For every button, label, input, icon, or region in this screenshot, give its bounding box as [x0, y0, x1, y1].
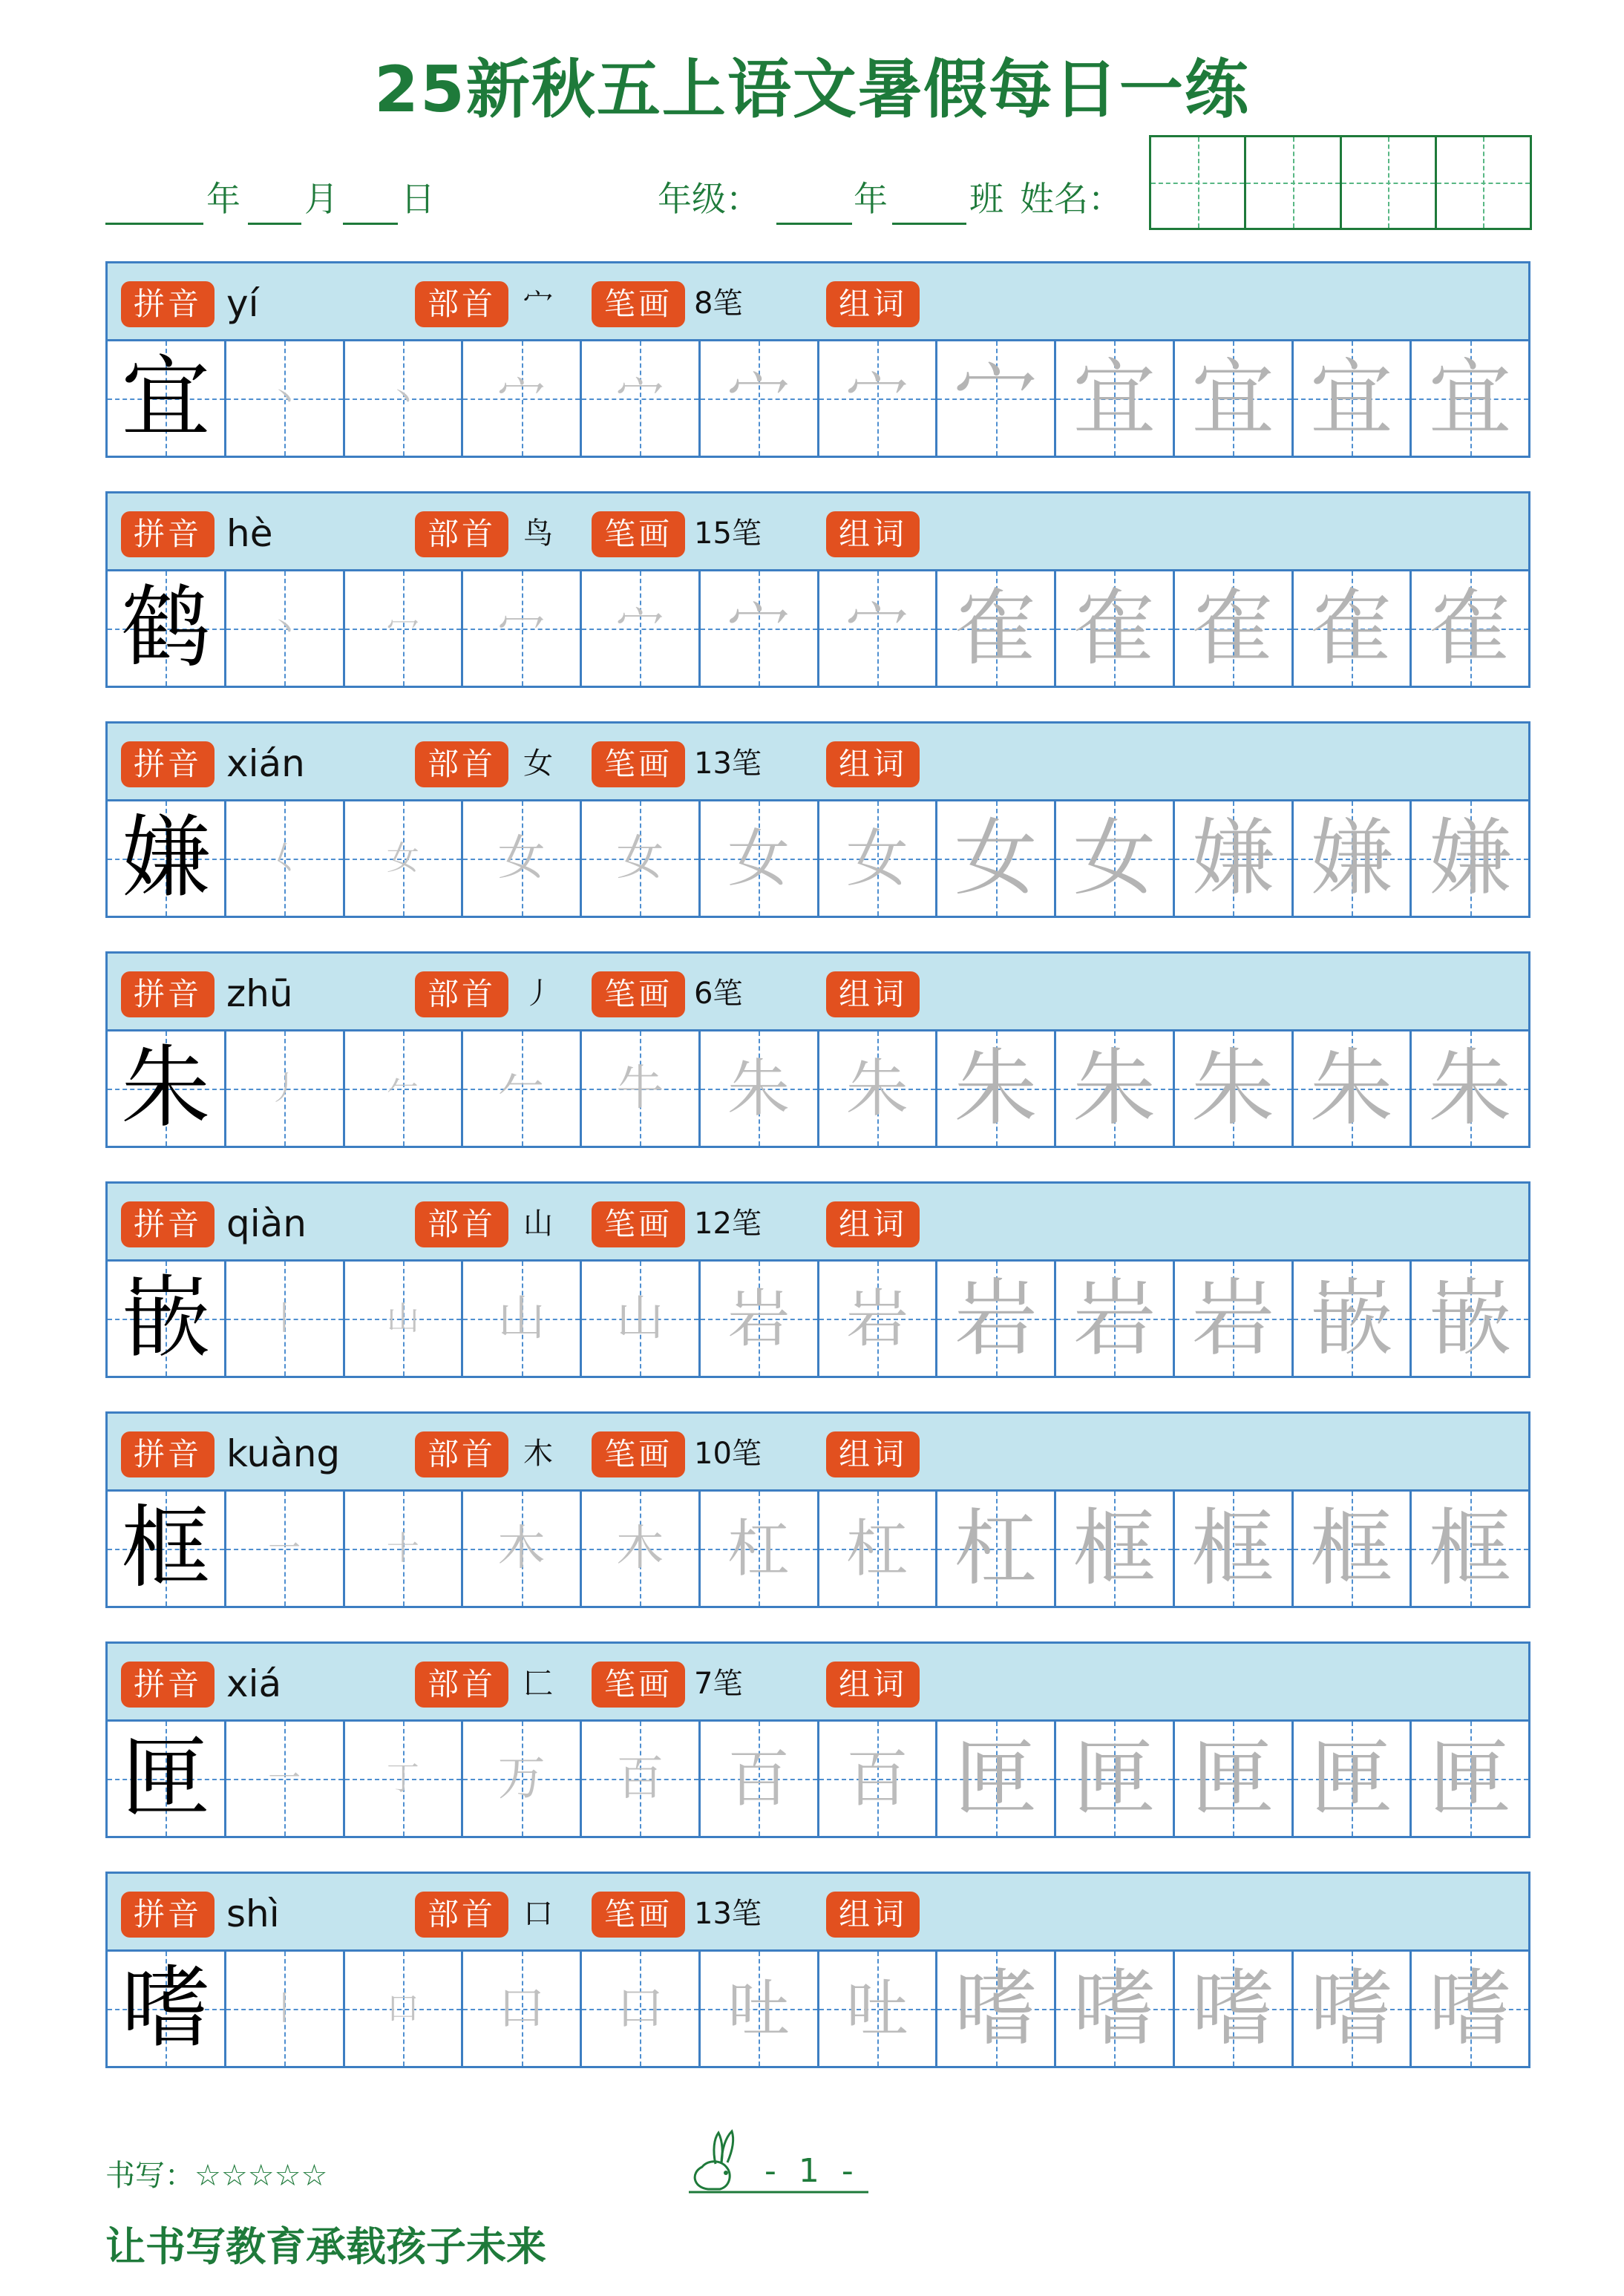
trace-character: 朱: [1073, 1040, 1156, 1137]
trace-character: 吐: [845, 1972, 908, 2045]
trace-cell[interactable]: [463, 1492, 582, 1606]
row-header: [105, 951, 1530, 1031]
trace-character: 隺: [954, 580, 1038, 677]
trace-character: 一: [268, 1759, 301, 1797]
trace-cell[interactable]: [1412, 1031, 1528, 1146]
model-cell: [108, 1262, 226, 1376]
trace-character: 岩: [845, 1282, 908, 1355]
trace-cell[interactable]: [582, 801, 701, 916]
pinyin-badge: 拼音: [121, 511, 215, 557]
trace-cell[interactable]: [582, 571, 701, 686]
character-row: [105, 1411, 1530, 1613]
trace-cell[interactable]: [1056, 341, 1175, 456]
trace-cell[interactable]: [463, 1722, 582, 1836]
trace-cell[interactable]: [819, 1031, 938, 1146]
writing-grid: [105, 799, 1530, 918]
trace-character: 山: [616, 1291, 664, 1346]
trace-cell[interactable]: [345, 1952, 464, 2066]
trace-cell[interactable]: [226, 1722, 345, 1836]
page-number: - 1 -: [764, 2152, 860, 2190]
row-header: [105, 491, 1530, 571]
grade-blank[interactable]: [776, 223, 852, 225]
trace-cell[interactable]: [1056, 801, 1175, 916]
slogan: 让书写教育承载孩子未来: [105, 2223, 546, 2270]
name-grid[interactable]: [1149, 135, 1532, 230]
class-label: 班: [969, 179, 1003, 219]
trace-character: 口: [386, 1990, 419, 2027]
trace-character: 宀: [616, 371, 664, 426]
pinyin-value: kuàng: [226, 1432, 341, 1475]
trace-cell[interactable]: [582, 341, 701, 456]
trace-cell[interactable]: [819, 1492, 938, 1606]
trace-cell[interactable]: [819, 571, 938, 686]
trace-cell[interactable]: [819, 1952, 938, 2066]
character-row: [105, 1872, 1530, 2073]
model-character: 鹤: [121, 577, 211, 680]
trace-cell[interactable]: [226, 801, 345, 916]
writing-grid: [105, 1719, 1530, 1838]
radical-badge: 部首: [415, 1892, 508, 1938]
radical-value: 木: [523, 1437, 553, 1471]
trace-cell[interactable]: [1412, 801, 1528, 916]
model-character: 嗜: [121, 1957, 211, 2060]
row-header: [105, 261, 1530, 341]
radical-badge: 部首: [415, 741, 508, 787]
pinyin-value: shì: [226, 1892, 280, 1935]
trace-character: 宀: [497, 371, 546, 426]
trace-cell[interactable]: [1175, 341, 1294, 456]
trace-character: 一: [268, 1529, 301, 1567]
model-cell: [108, 341, 226, 456]
rating-label: 书写：: [105, 2159, 194, 2193]
model-character: 框: [121, 1497, 211, 1600]
trace-character: 嗜: [1428, 1961, 1512, 2057]
trace-character: 宜: [1309, 350, 1393, 447]
trace-cell[interactable]: [1412, 1262, 1528, 1376]
trace-cell[interactable]: [1175, 571, 1294, 686]
trace-cell[interactable]: [345, 1262, 464, 1376]
trace-cell[interactable]: [701, 1952, 819, 2066]
trace-character: 木: [497, 1521, 546, 1576]
strokes-badge: 笔画: [592, 1892, 685, 1938]
trace-character: 丿: [268, 1069, 301, 1107]
writing-grid: [105, 1489, 1530, 1608]
trace-cell[interactable]: [345, 1492, 464, 1606]
strokes-badge: 笔画: [592, 971, 685, 1017]
model-cell: [108, 571, 226, 686]
words-badge: 组词: [826, 281, 920, 327]
trace-cell[interactable]: [1056, 571, 1175, 686]
words-badge: 组词: [826, 971, 920, 1017]
row-header: [105, 1641, 1530, 1722]
trace-character: 宜: [1073, 350, 1156, 447]
radical-badge: 部首: [415, 971, 508, 1017]
trace-cell[interactable]: [582, 1031, 701, 1146]
trace-cell[interactable]: [1412, 571, 1528, 686]
trace-cell[interactable]: [345, 341, 464, 456]
model-cell: [108, 801, 226, 916]
trace-cell[interactable]: [226, 571, 345, 686]
trace-cell[interactable]: [937, 1952, 1056, 2066]
radical-value: 匚: [523, 1667, 553, 1701]
trace-character: 牛: [616, 1061, 664, 1116]
trace-character: 杠: [727, 1512, 790, 1585]
model-cell: [108, 1031, 226, 1146]
name-label: 姓名：: [1020, 179, 1122, 219]
trace-character: 宜: [1191, 350, 1275, 447]
trace-character: 杠: [845, 1512, 908, 1585]
rating-stars: ☆☆☆☆☆: [194, 2159, 328, 2193]
radical-badge: 部首: [415, 1431, 508, 1477]
trace-cell[interactable]: [1056, 1031, 1175, 1146]
trace-character: 女: [1073, 810, 1156, 907]
trace-cell[interactable]: [701, 1262, 819, 1376]
trace-cell[interactable]: [701, 1722, 819, 1836]
strokes-value: 6笔: [694, 977, 743, 1011]
pinyin-badge: 拼音: [121, 1431, 215, 1477]
pinyin-badge: 拼音: [121, 741, 215, 787]
trace-character: 朱: [727, 1052, 790, 1125]
trace-character: 万: [497, 1751, 546, 1806]
trace-cell[interactable]: [819, 1722, 938, 1836]
trace-character: 丶: [268, 609, 301, 647]
trace-cell[interactable]: [701, 1031, 819, 1146]
trace-cell[interactable]: [1412, 1952, 1528, 2066]
words-badge: 组词: [826, 1662, 920, 1708]
pinyin-badge: 拼音: [121, 971, 215, 1017]
trace-cell[interactable]: [582, 1722, 701, 1836]
trace-character: 宀: [727, 362, 790, 435]
trace-cell[interactable]: [1175, 1722, 1294, 1836]
model-cell: [108, 1492, 226, 1606]
trace-character: 朱: [845, 1052, 908, 1125]
trace-character: 隺: [1073, 580, 1156, 677]
radical-badge: 部首: [415, 1201, 508, 1247]
trace-cell[interactable]: [819, 801, 938, 916]
character-row: [105, 1181, 1530, 1383]
trace-character: 匣: [1428, 1731, 1512, 1827]
year-label: 年: [206, 179, 240, 219]
trace-cell[interactable]: [1294, 1722, 1412, 1836]
class-blank[interactable]: [892, 223, 966, 225]
trace-character: 岩: [727, 1282, 790, 1355]
trace-cell[interactable]: [463, 341, 582, 456]
pinyin-badge: 拼音: [121, 1662, 215, 1708]
trace-character: 岩: [954, 1270, 1038, 1367]
trace-cell[interactable]: [937, 1262, 1056, 1376]
trace-character: 丶: [268, 379, 301, 417]
radical-value: 丿: [523, 977, 553, 1011]
pinyin-badge: 拼音: [121, 1201, 215, 1247]
trace-cell[interactable]: [1412, 1722, 1528, 1836]
trace-character: 朱: [954, 1040, 1038, 1137]
trace-cell[interactable]: [1294, 1492, 1412, 1606]
trace-cell[interactable]: [582, 1262, 701, 1376]
radical-badge: 部首: [415, 281, 508, 327]
writing-grid: [105, 1949, 1530, 2068]
trace-character: 吐: [727, 1972, 790, 2045]
words-badge: 组词: [826, 1201, 920, 1247]
trace-character: 框: [1191, 1500, 1275, 1597]
trace-cell[interactable]: [937, 1492, 1056, 1606]
radical-badge: 部首: [415, 511, 508, 557]
trace-cell[interactable]: [1175, 1031, 1294, 1146]
trace-cell[interactable]: [463, 1262, 582, 1376]
trace-character: 岩: [1191, 1270, 1275, 1367]
rating: [105, 2154, 327, 2198]
trace-character: 丨: [268, 1990, 301, 2027]
trace-cell[interactable]: [937, 1031, 1056, 1146]
trace-character: 隺: [1191, 580, 1275, 677]
trace-character: 女: [386, 839, 419, 877]
trace-character: 嵌: [1309, 1270, 1393, 1367]
trace-cell[interactable]: [1294, 1031, 1412, 1146]
trace-cell[interactable]: [1175, 1262, 1294, 1376]
writing-grid: [105, 569, 1530, 688]
strokes-badge: 笔画: [592, 281, 685, 327]
strokes-value: 7笔: [694, 1667, 743, 1701]
trace-character: 女: [954, 810, 1038, 907]
trace-character: 宀: [727, 592, 790, 665]
grade-label: 年级：: [658, 179, 760, 219]
pinyin-value: yí: [226, 282, 259, 325]
trace-character: 十: [386, 1529, 419, 1567]
model-character: 朱: [121, 1037, 211, 1140]
radical-value: 口: [523, 1897, 553, 1931]
trace-character: 嗜: [1191, 1961, 1275, 2057]
day-blank[interactable]: [343, 223, 398, 225]
trace-cell[interactable]: [1056, 1262, 1175, 1376]
row-header: [105, 1411, 1530, 1492]
pinyin-value: hè: [226, 512, 273, 555]
model-character: 嫌: [121, 807, 211, 910]
trace-character: 嵌: [1428, 1270, 1512, 1367]
character-row: [105, 721, 1530, 923]
character-row: [105, 261, 1530, 463]
trace-character: 百: [616, 1751, 664, 1806]
words-badge: 组词: [826, 1431, 920, 1477]
trace-character: 山: [497, 1291, 546, 1346]
strokes-value: 13笔: [694, 1897, 762, 1931]
trace-cell[interactable]: [819, 341, 938, 456]
trace-cell[interactable]: [582, 1952, 701, 2066]
trace-cell[interactable]: [345, 1722, 464, 1836]
trace-character: 宀: [616, 601, 664, 656]
writing-grid: [105, 339, 1530, 458]
trace-cell[interactable]: [701, 571, 819, 686]
trace-cell[interactable]: [937, 1722, 1056, 1836]
trace-character: 嫌: [1191, 810, 1275, 907]
strokes-badge: 笔画: [592, 511, 685, 557]
trace-cell[interactable]: [1294, 571, 1412, 686]
trace-cell[interactable]: [1294, 1952, 1412, 2066]
pinyin-value: xián: [226, 742, 305, 785]
trace-cell[interactable]: [1175, 1492, 1294, 1606]
strokes-value: 12笔: [694, 1207, 762, 1241]
trace-character: 朱: [1191, 1040, 1275, 1137]
model-character: 宜: [121, 347, 211, 450]
radical-value: 山: [523, 1207, 553, 1241]
grade-year-label: 年: [854, 179, 888, 219]
trace-character: 嫌: [1309, 810, 1393, 907]
year-blank[interactable]: [105, 223, 203, 225]
trace-character: 口: [616, 1981, 664, 2036]
strokes-badge: 笔画: [592, 1431, 685, 1477]
trace-cell[interactable]: [701, 801, 819, 916]
trace-character: 嗜: [1309, 1961, 1393, 2057]
trace-cell[interactable]: [345, 801, 464, 916]
strokes-value: 8笔: [694, 286, 743, 321]
trace-character: 𡿨: [268, 839, 301, 877]
radical-value: 女: [523, 747, 553, 781]
trace-character: 匣: [954, 1731, 1038, 1827]
model-cell: [108, 1952, 226, 2066]
trace-cell[interactable]: [226, 1262, 345, 1376]
pinyin-badge: 拼音: [121, 281, 215, 327]
trace-cell[interactable]: [226, 1952, 345, 2066]
trace-cell[interactable]: [463, 801, 582, 916]
name-cell[interactable]: [1437, 137, 1530, 228]
strokes-value: 13笔: [694, 747, 762, 781]
trace-cell[interactable]: [582, 1492, 701, 1606]
trace-character: 朱: [1428, 1040, 1512, 1137]
trace-cell[interactable]: [1175, 801, 1294, 916]
trace-cell[interactable]: [463, 571, 582, 686]
trace-character: 杠: [954, 1500, 1038, 1597]
trace-character: 木: [616, 1521, 664, 1576]
pinyin-value: qiàn: [226, 1202, 307, 1245]
trace-cell[interactable]: [345, 571, 464, 686]
character-row: [105, 951, 1530, 1153]
trace-character: 女: [497, 831, 546, 886]
strokes-badge: 笔画: [592, 1201, 685, 1247]
trace-character: 冖: [386, 609, 419, 647]
trace-cell[interactable]: [701, 341, 819, 456]
trace-character: 匣: [1309, 1731, 1393, 1827]
trace-character: 宀: [845, 362, 908, 435]
name-cell[interactable]: [1151, 137, 1246, 228]
trace-character: 山: [386, 1299, 419, 1337]
trace-character: 匣: [1191, 1731, 1275, 1827]
row-header: [105, 721, 1530, 801]
trace-cell[interactable]: [937, 801, 1056, 916]
trace-character: 朱: [1309, 1040, 1393, 1137]
trace-character: 宀: [954, 350, 1038, 447]
trace-character: 𠂉: [386, 1069, 419, 1107]
character-row: [105, 491, 1530, 693]
words-badge: 组词: [826, 741, 920, 787]
pinyin-value: xiá: [226, 1662, 282, 1705]
trace-character: 𠂉: [497, 1061, 546, 1116]
writing-grid: [105, 1259, 1530, 1378]
trace-cell[interactable]: [1294, 1262, 1412, 1376]
pinyin-value: zhū: [226, 972, 293, 1015]
model-character: 嵌: [121, 1267, 211, 1370]
trace-character: 隺: [1309, 580, 1393, 677]
trace-cell[interactable]: [1056, 1722, 1175, 1836]
radical-value: 宀: [523, 286, 553, 321]
words-badge: 组词: [826, 511, 920, 557]
trace-character: 女: [616, 831, 664, 886]
trace-cell[interactable]: [463, 1031, 582, 1146]
trace-cell[interactable]: [345, 1031, 464, 1146]
strokes-badge: 笔画: [592, 741, 685, 787]
trace-character: 岩: [1073, 1270, 1156, 1367]
trace-character: 百: [845, 1742, 908, 1815]
trace-character: 宜: [1428, 350, 1512, 447]
month-blank[interactable]: [248, 223, 301, 225]
trace-character: 隺: [1428, 580, 1512, 677]
name-cell[interactable]: [1342, 137, 1437, 228]
trace-character: 宀: [845, 592, 908, 665]
radical-value: 鸟: [523, 516, 553, 551]
strokes-value: 10笔: [694, 1437, 762, 1471]
trace-character: 女: [727, 822, 790, 895]
trace-character: 丁: [386, 1759, 419, 1797]
trace-character: 嗜: [1073, 1961, 1156, 2057]
trace-character: 嫌: [1428, 810, 1512, 907]
model-character: 匣: [121, 1727, 211, 1830]
trace-character: 框: [1428, 1500, 1512, 1597]
trace-cell[interactable]: [463, 1952, 582, 2066]
trace-cell[interactable]: [937, 341, 1056, 456]
trace-cell[interactable]: [226, 1492, 345, 1606]
radical-badge: 部首: [415, 1662, 508, 1708]
trace-cell[interactable]: [937, 571, 1056, 686]
trace-character: 百: [727, 1742, 790, 1815]
trace-character: 框: [1309, 1500, 1393, 1597]
pinyin-badge: 拼音: [121, 1892, 215, 1938]
day-label: 日: [401, 179, 435, 219]
trace-cell[interactable]: [819, 1262, 938, 1376]
trace-cell[interactable]: [1294, 341, 1412, 456]
trace-character: 女: [845, 822, 908, 895]
strokes-value: 15笔: [694, 516, 762, 551]
trace-cell[interactable]: [1056, 1492, 1175, 1606]
trace-character: 框: [1073, 1500, 1156, 1597]
trace-cell[interactable]: [1412, 1492, 1528, 1606]
trace-character: 丨: [268, 1299, 301, 1337]
trace-character: 口: [497, 1981, 546, 2036]
trace-cell[interactable]: [1056, 1952, 1175, 2066]
trace-character: 嗜: [954, 1961, 1038, 2057]
trace-cell[interactable]: [1175, 1952, 1294, 2066]
model-cell: [108, 1722, 226, 1836]
row-header: [105, 1872, 1530, 1952]
trace-cell[interactable]: [701, 1492, 819, 1606]
name-cell[interactable]: [1246, 137, 1341, 228]
trace-cell[interactable]: [1412, 341, 1528, 456]
writing-grid: [105, 1029, 1530, 1148]
words-badge: 组词: [826, 1892, 920, 1938]
page-title: 25新秋五上语文暑假每日一练: [374, 53, 1250, 127]
strokes-badge: 笔画: [592, 1662, 685, 1708]
row-header: [105, 1181, 1530, 1262]
month-label: 月: [304, 179, 338, 219]
trace-cell[interactable]: [226, 341, 345, 456]
trace-character: 丶: [386, 379, 419, 417]
trace-character: 冖: [497, 601, 546, 656]
trace-character: 匣: [1073, 1731, 1156, 1827]
trace-cell[interactable]: [1294, 801, 1412, 916]
character-row: [105, 1641, 1530, 1843]
trace-cell[interactable]: [226, 1031, 345, 1146]
